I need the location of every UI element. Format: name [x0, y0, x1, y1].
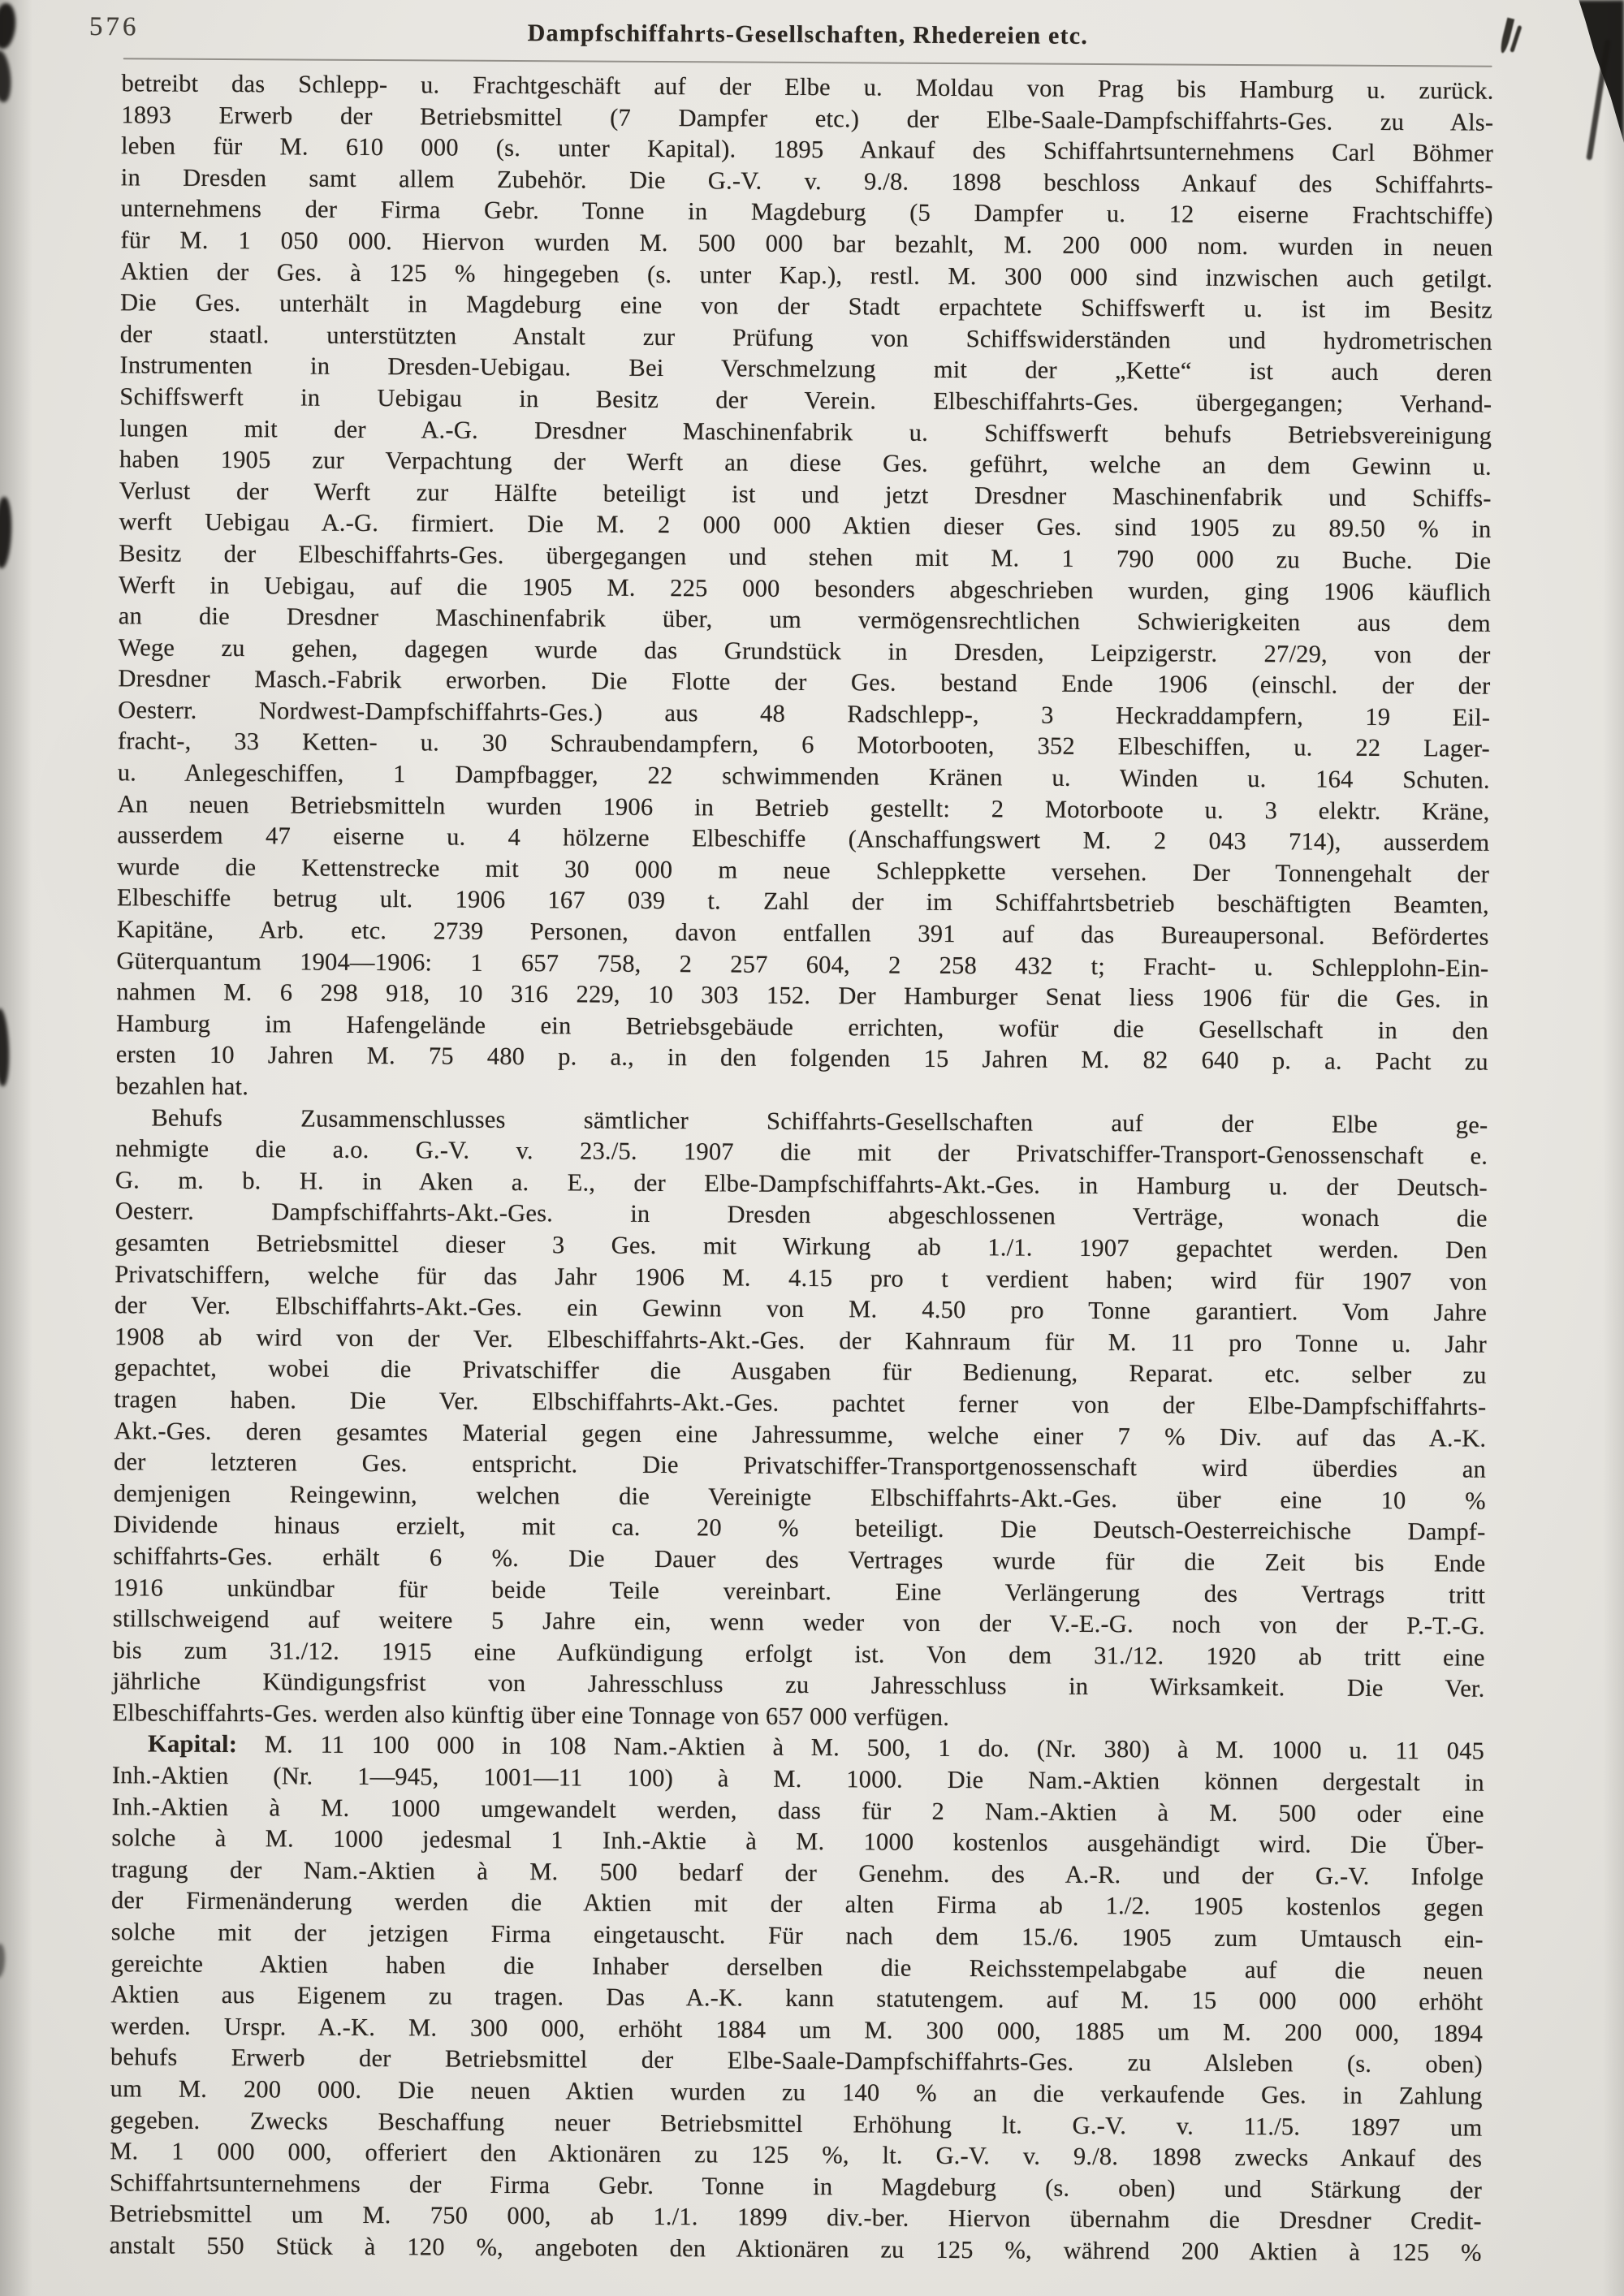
- text-line: anstalt 550 Stück à 120 %, angeboten den Aktionären zu 125 %, während 200 Aktien à 125 %: [109, 2231, 1482, 2267]
- text-line: 1908 ab wird von der Ver. Elbeschiffahrts-Akt.-Ges. der Kahnraum für M. 11 pro Tonne u. Jahr: [114, 1323, 1487, 1358]
- text-line: schiffahrts-Ges. erhält 6 %. Die Dauer des Vertrages wurde für die Zeit bis Ende: [113, 1542, 1486, 1577]
- text-line: Kapitäne, Arb. etc. 2739 Personen, davon entfallen 391 auf das Bureaupersonal. Befördertes: [116, 915, 1489, 951]
- text-line: 1916 unkündbar für beide Teile vereinbart. Eine Verlängerung des Vertrags tritt: [113, 1573, 1486, 1609]
- text-line: solche mit der jetzigen Firma eingetauscht. Für nach dem 15./6. 1905 zum Umtausch ein-: [110, 1918, 1484, 1953]
- text-line: behufs Erwerb der Betriebsmittel der Elbe-Saale-Dampfschiffahrts-Ges. zu Alsleben (s. oben): [110, 2043, 1484, 2079]
- text-line: An neuen Betriebsmitteln wurden 1906 in Betrieb gestellt: 2 Motorboote u. 3 elektr. Kräne,: [117, 789, 1490, 826]
- text-line: Besitz der Elbeschiffahrts-Ges. übergegangen und stehen mit M. 1 790 000 zu Buche. Die: [119, 539, 1492, 575]
- text-line: Betriebsmittel um M. 750 000, ab 1./1. 1899 div.-ber. Hiervon übernahm die Dresdner Credit-: [109, 2199, 1482, 2236]
- text-line: haben 1905 zur Verpachtung der Werft an diese Ges. geführt, welche an dem Gewinn u.: [119, 445, 1492, 481]
- text-line: Inh.-Aktien (Nr. 1—945, 1001—11 100) à M. 1000. Die Nam.-Aktien können dergestalt in: [111, 1761, 1484, 1797]
- paragraph: [112, 1102, 1488, 1736]
- text-line: nahmen M. 6 298 918, 10 316 229, 10 303 152. Der Hamburger Senat liess 1906 für die Ges. in: [116, 978, 1489, 1013]
- text-line: ersten 10 Jahren M. 75 480 p. a., in den folgenden 15 Jahren M. 82 640 p. a. Pacht zu: [115, 1040, 1488, 1077]
- text-line: Die Ges. unterhält in Magdeburg eine von der Stadt erpachtete Schiffswerft u. ist im Besitz: [119, 288, 1493, 324]
- text-line: Wege zu gehen, dagegen wurde das Grundstück in Dresden, Leipzigerstr. 27/29, von der: [118, 632, 1491, 669]
- text-line: Elbeschiffahrts-Ges. werden also künftig über eine Tonnage von 657 000 verfügen.: [112, 1698, 950, 1731]
- text-line: u. Anlegeschiffen, 1 Dampfbagger, 22 schwimmenden Kränen u. Winden u. 164 Schuten.: [117, 758, 1490, 794]
- text-line: Dresdner Masch.-Fabrik erworben. Die Flotte der Ges. bestand Ende 1906 (einschl. der der: [118, 664, 1491, 700]
- text-line: betreibt das Schlepp- u. Frachtgeschäft auf der Elbe u. Moldau von Prag bis Hamburg u. zurück.: [121, 69, 1494, 105]
- page-title: Dampfschiffahrts-Gesellschaften, Rhedereien etc.: [527, 19, 1089, 50]
- text-line: jährliche Kündigungsfrist von Jahresschluss zu Jahresschluss in Wirksamkeit. Die Ver.: [112, 1667, 1485, 1703]
- text-line: Behufs Zusammenschlusses sämtlicher Schiffahrts-Gesellschaften auf der Elbe ge-: [151, 1103, 1488, 1139]
- text-line: werft Uebigau A.-G. firmiert. Die M. 2 000 000 Aktien dieser Ges. sind 1905 zu 89.50 % in: [119, 507, 1492, 544]
- text-line: Akt.-Ges. deren gesamtes Material gegen eine Jahressumme, welche einer 7 % Div. auf das A.-K.: [114, 1416, 1487, 1452]
- text-line: Elbeschiffe betrug ult. 1906 167 039 t. Zahl der im Schiffahrtsbetrieb beschäftigten Beamten,: [116, 883, 1489, 920]
- text-line: der Ver. Elbschiffahrts-Akt.-Ges. ein Gewinn von M. 4.50 pro Tonne garantiert. Vom Jahre: [114, 1291, 1488, 1327]
- text-line: 1893 Erwerb der Betriebsmittel (7 Dampfer etc.) der Elbe-Saale-Dampfschiffahrts-Ges. zu Als-: [121, 100, 1494, 136]
- text-line: der letzteren Ges. entspricht. Die Privatschiffer-Transportgenossenschaft wird überdies an: [113, 1448, 1487, 1483]
- text-line: Instrumenten in Dresden-Uebigau. Bei Verschmelzung mit der „Kette“ ist auch deren: [119, 351, 1492, 387]
- text-line: Aktien aus Eigenem zu tragen. Das A.-K. kann statutengem. auf M. 15 000 000 erhöht: [110, 1980, 1484, 2016]
- header-rule: [123, 58, 1492, 67]
- text-line: nehmigte die a.o. G.-V. v. 23./5. 1907 die mit der Privatschiffer-Transport-Genossenschaft e.: [115, 1134, 1488, 1170]
- text-line: gesamten Betriebsmittel dieser 3 Ges. mit Wirkung ab 1./1. 1907 gepachtet werden. Den: [114, 1228, 1488, 1264]
- text-line: Hamburg im Hafengelände ein Betriebsgebäude errichten, wofür die Gesellschaft in den: [115, 1009, 1489, 1045]
- text-line: für M. 1 050 000. Hiervon wurden M. 500 000 bar bezahlt, M. 200 000 nom. wurden in neuen: [120, 226, 1493, 261]
- page-content: [89, 11, 1494, 2268]
- text-line: der staatl. unterstützten Anstalt zur Prüfung von Schiffswiderständen und hydrometrischen: [119, 320, 1492, 356]
- text-line: Oesterr. Dampfschiffahrts-Akt.-Ges. in Dresden abgeschlossenen Verträge, wonach die: [114, 1197, 1488, 1233]
- text-line: G. m. b. H. in Aken a. E., der Elbe-Dampfschiffahrts-Akt.-Ges. in Hamburg u. der Deutsch-: [114, 1166, 1488, 1202]
- binding-shadow: [0, 0, 32, 2296]
- text-line: werden. Urspr. A.-K. M. 300 000, erhöht 1884 um M. 300 000, 1885 um M. 200 000, 1894: [110, 2012, 1484, 2048]
- text-line: Inh.-Aktien à M. 1000 umgewandelt werden, dass für 2 Nam.-Aktien à M. 500 oder eine: [111, 1792, 1484, 1828]
- scan-artifact-mark: [1499, 18, 1514, 54]
- text-line: Werft in Uebigau, auf die 1905 M. 225 000 besonders abgeschrieben wurden, ging 1906 käuflich: [118, 570, 1492, 606]
- text-line: ausserdem 47 eiserne u. 4 hölzerne Elbeschiffe (Anschaffungswert M. 2 043 714), ausserdem: [117, 821, 1490, 857]
- text-line: Güterquantum 1904—1906: 1 657 758, 2 257 604, 2 258 432 t; Fracht- u. Schlepplohn-Ein-: [116, 946, 1489, 982]
- text-line: gegeben. Zwecks Beschaffung neuer Betriebsmittel Erhöhung lt. G.-V. v. 11./5. 1897 um: [110, 2105, 1483, 2142]
- text-line: in Dresden samt allem Zubehör. Die G.-V. v. 9./8. 1898 beschloss Ankauf des Schiffahrts-: [120, 163, 1493, 199]
- text-line: wurde die Kettenstrecke mit 30 000 m neue Schleppkette versehen. Der Tonnengehalt der: [117, 852, 1490, 888]
- text-line: Schiffahrtsunternehmens der Firma Gebr. Tonne in Magdeburg (s. oben) und Stärkung der: [109, 2169, 1483, 2204]
- text-line: lungen mit der A.-G. Dresdner Maschinenfabrik u. Schiffswerft behufs Betriebsvereinigung: [119, 413, 1492, 450]
- text-line: bezahlen hat.: [115, 1072, 249, 1101]
- text-line: tragen haben. Die Ver. Elbschiffahrts-Akt.-Ges. pachtet ferner von der Elbe-Dampfschiffahrts-: [114, 1385, 1487, 1421]
- page-edge-shadow: [1603, 0, 1624, 2296]
- text-line: bis zum 31./12. 1915 eine Aufkündigung erfolgt ist. Von dem 31./12. 1920 ab tritt eine: [112, 1635, 1485, 1672]
- text-line: tragung der Nam.-Aktien à M. 500 bedarf der Genehm. des A.-R. und der G.-V. Infolge: [111, 1855, 1484, 1891]
- text-line: um M. 200 000. Die neuen Aktien wurden zu 140 % an die verkaufende Ges. in Zahlung: [110, 2074, 1483, 2110]
- text-line: an die Dresdner Maschinenfabrik über, um vermögensrechtlichen Schwierigkeiten aus dem: [118, 602, 1491, 637]
- text-line: solche à M. 1000 jedesmal 1 Inh.-Aktie à M. 1000 kostenlos ausgehändigt wird. Die Über-: [111, 1823, 1484, 1859]
- text-line: Aktien der Ges. à 125 % hingegeben (s. unter Kap.), restl. M. 300 000 sind inzwischen auch getilgt.: [120, 257, 1493, 293]
- text-line: stillschweigend auf weitere 5 Jahre ein, wenn weder von der V.-E.-G. noch von der P.-T.-G.: [112, 1604, 1486, 1640]
- text-line: Verlust der Werft zur Hälfte beteiligt ist und jetzt Dresdner Maschinenfabrik und Schiffs-: [119, 476, 1492, 512]
- text-line: M. 1 000 000, offeriert den Aktionären zu 125 %, lt. G.-V. v. 9./8. 1898 zwecks Ankauf des: [110, 2137, 1483, 2173]
- text-line: demjenigen Reingewinn, welchen die Vereinigte Elbschiffahrts-Akt.-Ges. über eine 10 %: [113, 1478, 1486, 1515]
- text-line: Oesterr. Nordwest-Dampfschiffahrts-Ges.) aus 48 Radschlepp-, 3 Heckraddampfern, 19 Eil-: [118, 696, 1491, 732]
- text-line: Schiffswerft in Uebigau in Besitz der Verein. Elbeschiffahrts-Ges. übergegangen; Verhand-: [119, 382, 1492, 418]
- text-line: der Firmenänderung werden die Aktien mit der alten Firma ab 1./2. 1905 kostenlos gegen: [110, 1886, 1484, 1923]
- paragraph: [116, 67, 1494, 1109]
- text-line: fracht-, 33 Ketten- u. 30 Schraubendampfern, 6 Motorbooten, 352 Elbeschiffen, u. 22 Lager-: [117, 727, 1491, 763]
- text-line: unternehmens der Firma Gebr. Tonne in Magdeburg (5 Dampfer u. 12 eiserne Frachtschiffe): [120, 194, 1493, 231]
- text-line: Privatschiffern, welche für das Jahr 1906 M. 4.15 pro t verdient haben; wird für 1907 von: [114, 1259, 1488, 1296]
- paragraph: [110, 1728, 1485, 2269]
- text-line: gereichte Aktien haben die Inhaber derselben die Reichsstempelabgabe auf die neuen: [110, 1949, 1484, 1985]
- page-number: 576: [89, 12, 140, 42]
- text-line: Dividende hinaus erzielt, mit ca. 20 % beteiligt. Die Deutsch-Oesterreichische Dampf-: [113, 1510, 1486, 1547]
- paragraph-lead: Kapital:: [147, 1729, 238, 1759]
- running-head: [89, 11, 1494, 75]
- text-line: leben für M. 610 000 (s. unter Kapital). 1895 Ankauf des Schiffahrtsunternehmens Carl Böhmer: [120, 132, 1494, 167]
- text-line: Kapital: M. 11 100 000 in 108 Nam.-Aktien à M. 500, 1 do. (Nr. 380) à M. 1000 u. 11 045: [147, 1729, 1485, 1766]
- page-body: [110, 67, 1494, 2268]
- text-line: gepachtet, wobei die Privatschiffer die Ausgaben für Bedienung, Reparat. etc. selber zu: [114, 1353, 1487, 1390]
